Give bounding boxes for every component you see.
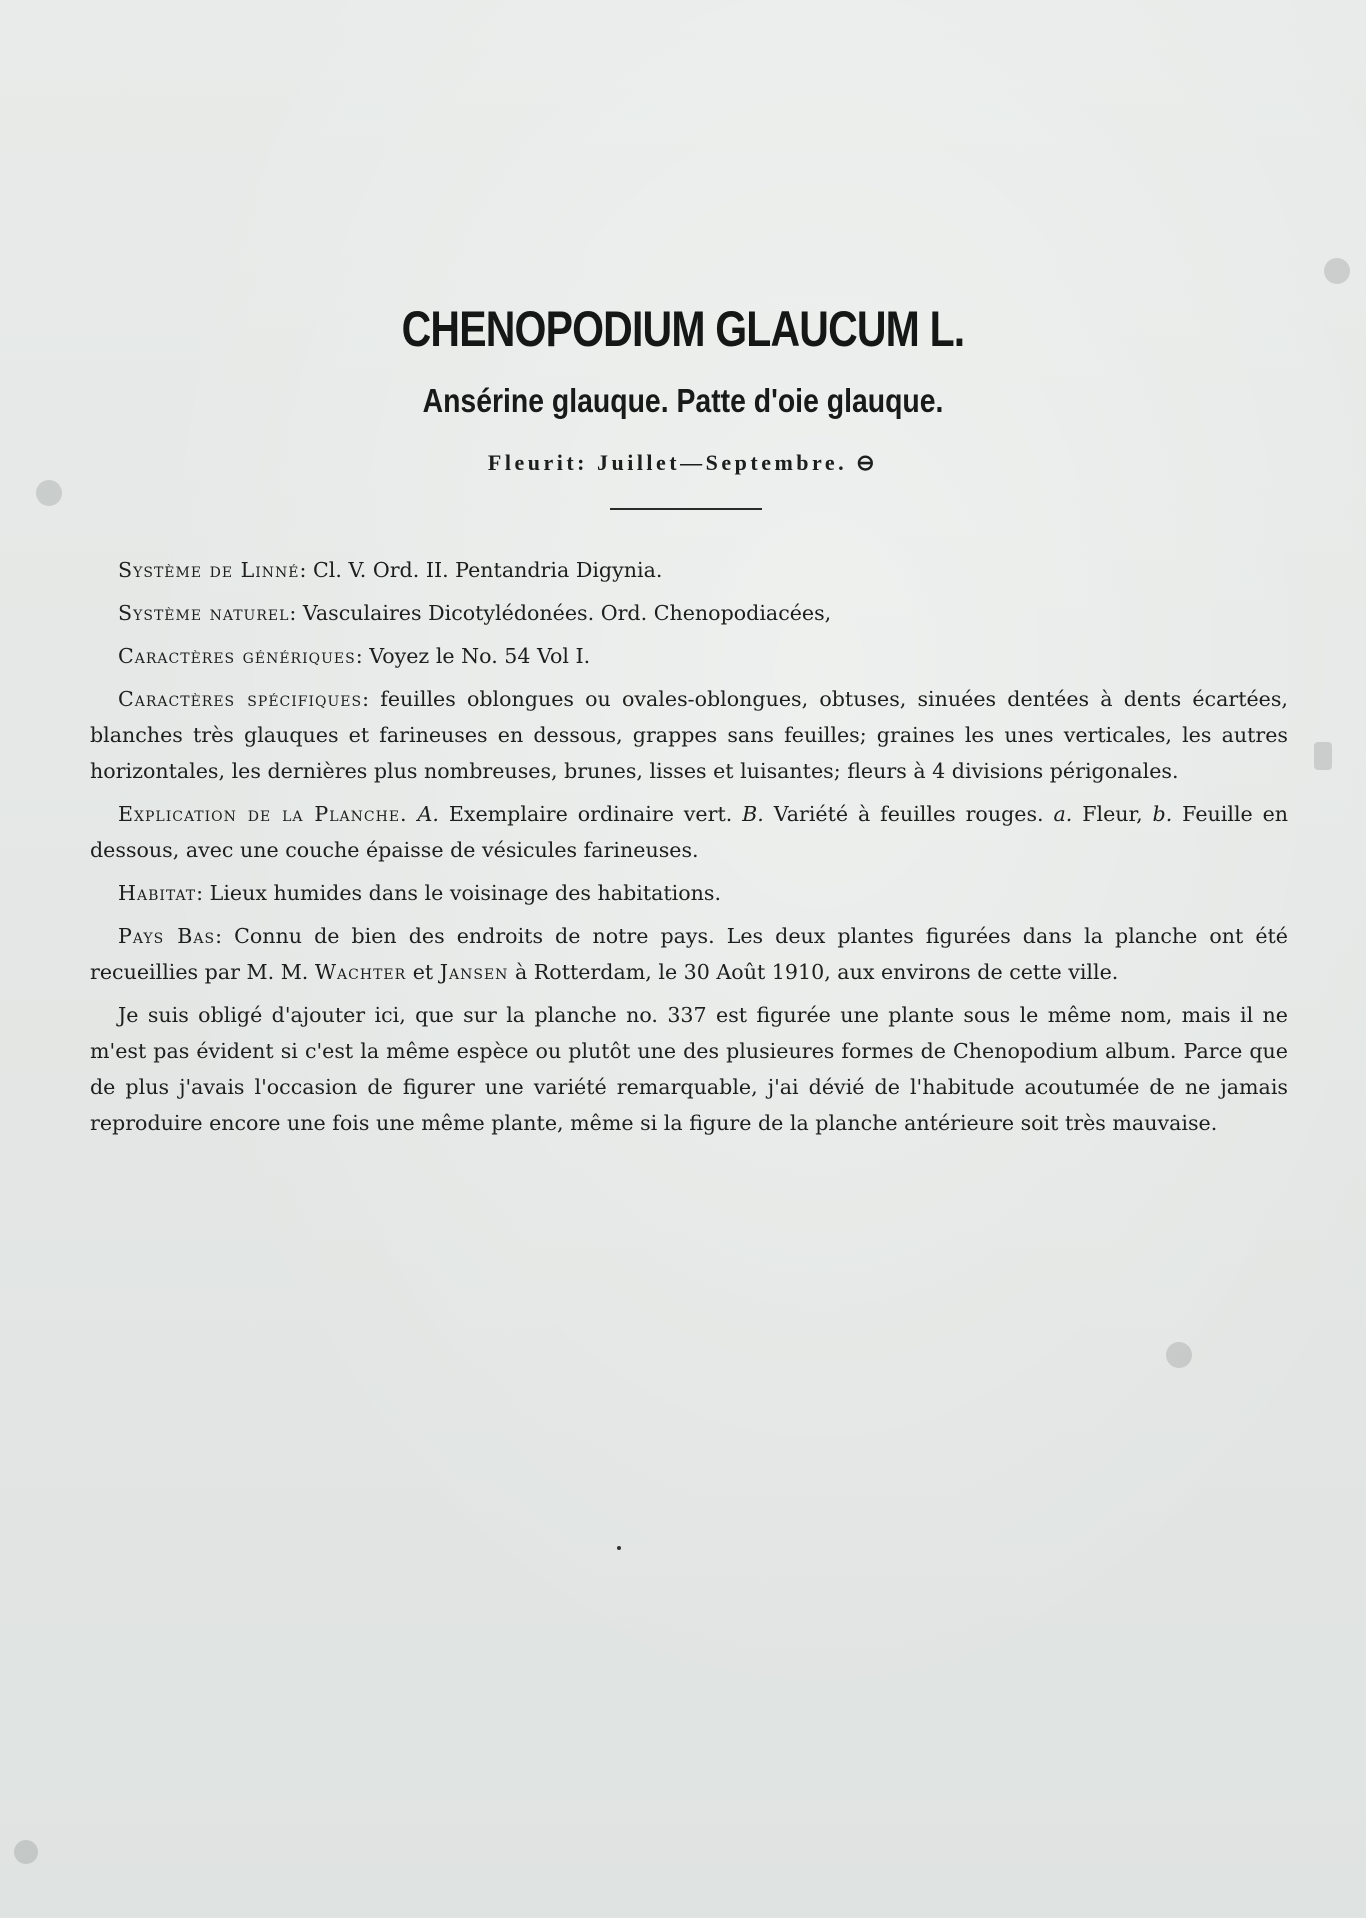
section-text: Connu de bien des endroits de notre pays. Les deux plantes figurées dans la planche ont été recueillies par M. M.	[90, 924, 1288, 984]
section-label: Habitat	[118, 881, 197, 905]
habitat-section: Habitat: Lieux humides dans le voisinage des habitations.	[118, 881, 722, 905]
figure-text: Variété à feuilles rouges.	[773, 802, 1044, 826]
page-title: CHENOPODIUM GLAUCUM L.	[401, 301, 965, 357]
figure-key: A.	[417, 802, 439, 826]
specific-characters-section: Caractères spécifiques: feuilles oblongues ou ovales-oblongues, obtuses, sinuées dentées à dents écartées, blanches très glauques et farineuses en dessous, grappes sans feuilles; graines les unes verticales, les autres horizontales, les dernières plus nombreuses, brunes, lisses et luisantes; fleurs à 4 divisions périgonales.	[90, 687, 1288, 783]
section-label: Pays Bas	[118, 924, 216, 948]
page-dot	[617, 1546, 621, 1550]
figure-text: Fleur,	[1082, 802, 1143, 826]
paper-speck	[14, 1840, 38, 1864]
section-label: Caractères spécifiques	[118, 687, 363, 711]
paper-speck	[1324, 258, 1350, 284]
linne-section: Système de Linné: Cl. V. Ord. II. Pentandria Digynia.	[118, 558, 663, 582]
figure-key: B.	[742, 802, 764, 826]
figure-key: a.	[1053, 802, 1073, 826]
section-text: feuilles oblongues ou ovales-oblongues, obtuses, sinuées dentées à dents écartées, blanches très glauques et farineuses en dessous, grappes sans feuilles; graines les unes verticales, les autres horizontales, les dernières plus nombreuses, brunes, lisses et luisantes; fleurs à 4 divisions périgonales.	[90, 687, 1288, 783]
plate-explanation-section	[90, 796, 1288, 868]
title-divider	[610, 508, 762, 510]
figure-text: Feuille en dessous, avec une couche épaisse de vésicules farineuses.	[90, 802, 1289, 862]
flowering-period: Fleurit: Juillet—Septembre. ⊖	[487, 450, 879, 475]
section-label: Explication de la Planche.	[118, 802, 408, 826]
author-note: Je suis obligé d'ajouter ici, que sur la planche no. 337 est figurée une plante sous le même nom, mais il ne m'est pas évident si c'est la même espèce ou plutôt une des plusieures formes de Chenopodium album. Parce que de plus j'avais l'occasion de figurer une variété remarquable, j'ai dévié de l'habitude acoutumée de ne jamais reproduire encore une fois une même plante, même si la figure de la planche antérieure soit très mauvaise.	[90, 1003, 1288, 1135]
section-label: Système naturel	[118, 601, 290, 625]
collector-name: Jansen	[439, 960, 509, 984]
section-label: Système de Linné	[118, 558, 300, 582]
naturel-section: Système naturel: Vasculaires Dicotylédonées. Ord. Chenopodiacées,	[118, 601, 832, 625]
collector-name: Wachter	[314, 960, 407, 984]
section-text: Voyez le No. 54 Vol I.	[369, 644, 591, 668]
description-body	[90, 552, 1288, 1148]
netherlands-section: Pays Bas: Connu de bien des endroits de notre pays. Les deux plantes figurées dans la planche ont été recueillies par M. M. Wachter et Jansen à Rotterdam, le 30 Août 1910, aux environs de cette ville.	[90, 924, 1288, 984]
generic-characters-section: Caractères génériques: Voyez le No. 54 Vol I.	[118, 644, 591, 668]
figure-key: b.	[1152, 802, 1173, 826]
section-text: Cl. V. Ord. II. Pentandria Digynia.	[313, 558, 663, 582]
page-subtitle: Ansérine glauque. Patte d'oie glauque.	[422, 382, 944, 419]
figure-text: Exemplaire ordinaire vert.	[448, 802, 733, 826]
section-text: Vasculaires Dicotylédonées. Ord. Chenopodiacées,	[302, 601, 832, 625]
paper-speck	[36, 480, 62, 506]
section-text: à Rotterdam, le 30 Août 1910, aux environs de cette ville.	[514, 960, 1119, 984]
paper-speck	[1314, 742, 1332, 770]
section-text: Lieux humides dans le voisinage des habitations.	[209, 881, 722, 905]
section-label: Caractères génériques	[118, 644, 356, 668]
paper-speck	[1166, 1342, 1192, 1368]
